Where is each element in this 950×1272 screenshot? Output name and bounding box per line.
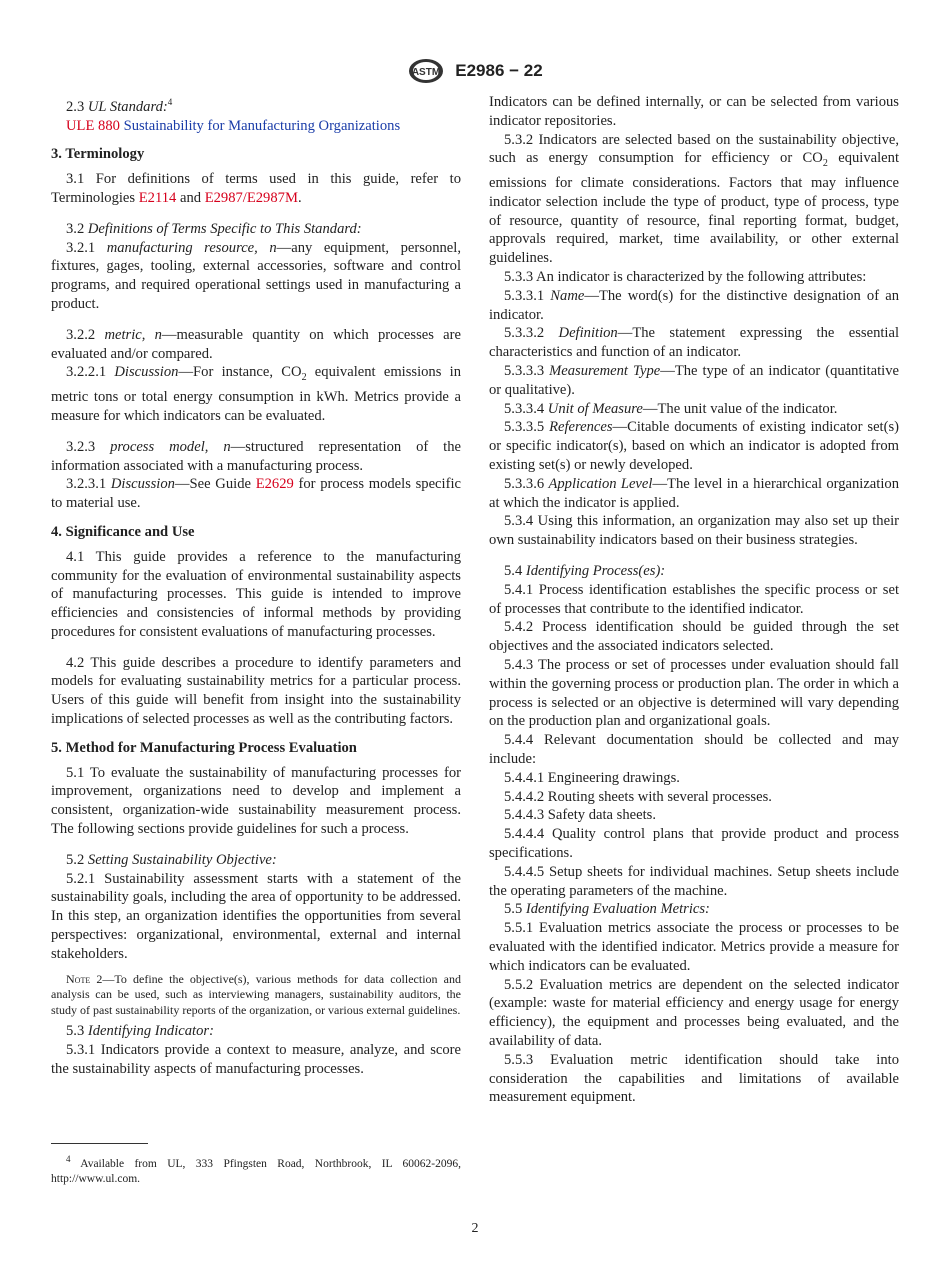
para-5-3-1: 5.3.1 Indicators provide a context to measure, analyze, and score the sustainability aspects of manufacturing processes. <box>51 1041 461 1077</box>
footnote-divider <box>51 1143 148 1144</box>
para-5-5-2: 5.5.2 Evaluation metrics are dependent on the selected indicator (example: waste for material efficiency and energy usage for energy efficiency), the equipment and processes being evaluated, and the availability of data. <box>489 976 899 1049</box>
para-5-3-1-cont: Indicators can be defined internally, or can be selected from various indicator repositories. <box>489 94 899 129</box>
para-5-2-1: 5.2.1 Sustainability assessment starts with a statement of the sustainability goals, including the area of opportunity to be addressed. In this step, an organization identifies the opportunities from several perspectives: organizational, environmental, external and internal stakeholders. <box>51 870 461 962</box>
attr-definition: 5.3.3.2 Definition—The statement expressing the essential characteristics and function of an indicator. <box>489 325 900 361</box>
page-number: 2 <box>471 1221 479 1236</box>
para-5-4-4: 5.4.4 Relevant documentation should be collected and may include: <box>489 732 899 767</box>
e2629-link[interactable]: E2629 <box>255 476 294 493</box>
astm-logo-icon <box>407 58 445 84</box>
designation: E2986 − 22 <box>455 61 543 80</box>
para-5-4-4-2: 5.4.4.2 Routing sheets with several processes. <box>504 788 772 805</box>
para-5-1: 5.1 To evaluate the sustainability of manufacturing processes for improvement, organizations need to develop and implement a consistent, organization-wide sustainability measurement process. The following sections provide guidelines for such a process. <box>51 764 461 838</box>
e2987-link[interactable]: E2987/E2987M <box>204 190 298 207</box>
ule-880-link[interactable]: ULE 880 <box>66 117 120 134</box>
attr-name: 5.3.3.1 Name—The word(s) for the distinctive designation of an indicator. <box>489 287 899 323</box>
para-3-2-2-1: 3.2.2.1 Discussion—For instance, $CO_2$ equivalent emissions in metric tons or total energy consumption in kWh. Metrics provide a measure for which indicators can be evaluated. <box>51 364 462 424</box>
para-5-4: 5.4 Identifying Process(es): <box>504 563 666 580</box>
para-3-2-3: 3.2.3 process model, n—structured representation of the information associated with a manufacturing process. <box>51 438 462 474</box>
para-5-3: 5.3 Identifying Indicator: <box>66 1023 214 1040</box>
heading-terminology: 3. Terminology <box>51 146 145 163</box>
para-5-4-2: 5.4.2 Process identification should be guided through the set objectives and the associated indicators selected. <box>489 619 899 655</box>
para-3-2-3-1: 3.2.3.1 Discussion—See Guide E2629 for process models specific to material use. <box>51 476 461 512</box>
para-5-5-3: 5.5.3 Evaluation metric identification should take into consideration the capabilities and limitations of available measurement equipment. <box>489 1051 899 1106</box>
para-3-2-1: 3.2.1 manufacturing resource, n—any equipment, personnel, fixtures, gages, tooling, external accessories, software and control programs, and required operational settings used in manufacturing a product. <box>51 239 461 313</box>
para-3-1: 3.1 For definitions of terms used in this guide, refer to Terminologies E2114 and E2987/E2987M. <box>51 171 461 207</box>
ule-880-title-link[interactable]: Sustainability for Manufacturing Organizations <box>123 117 401 134</box>
heading-significance: 4. Significance and Use <box>51 523 195 540</box>
para-4-2: 4.2 This guide describes a procedure to identify parameters and models for evaluating sustainability metrics for a particular process. Users of this guide will benefit from insight into the sustainability implications of selected processes as well as the contributing factors. <box>51 654 461 728</box>
para-5-2: 5.2 Setting Sustainability Objective: <box>66 851 277 868</box>
right-column <box>489 93 899 1107</box>
attr-references: 5.3.3.5 References—Citable documents of existing indicator set(s) or specific indicator(s), based on which an indicator is adopted from existing set(s) or newly developed. <box>489 419 900 474</box>
para-5-3-4: 5.3.4 Using this information, an organization may also set up their own sustainability indicators based on their business strategies. <box>489 513 899 549</box>
page-header <box>0 58 950 84</box>
para-5-4-4-4: 5.4.4.4 Quality control plans that provide product and process specifications. <box>489 826 899 861</box>
para-3-2: 3.2 Definitions of Terms Specific to This Standard: <box>66 220 362 237</box>
heading-method: 5. Method for Manufacturing Process Evaluation <box>51 739 357 756</box>
para-3-2-2: 3.2.2 metric, n—measurable quantity on which processes are evaluated and/or compared. <box>51 326 461 362</box>
para-5-4-3: 5.4.3 The process or set of processes under evaluation should fall within the governing process or production plan. The order in which a process is selected or an objective is determined will vary depending on the production plan and organizational goals. <box>489 657 899 730</box>
ule-880-reference <box>51 117 461 136</box>
para-5-4-4-1: 5.4.4.1 Engineering drawings. <box>504 769 680 786</box>
section-2-3: 2.3 UL Standard:$^4$ <box>66 97 173 115</box>
para-5-5-1: 5.5.1 Evaluation metrics associate the process or processes to be evaluated with the identified indicator. Metrics provide a measure for which indicators can be evaluated. <box>489 920 899 974</box>
para-5-3-2: 5.3.2 Indicators are selected based on the sustainability objective, such as energy consumption for efficiency or $CO_2$ equivalent emissions for climate considerations. Factors that may influence indicator selection include the type of product, type of process, type of resource, quantity of resource, final reporting format, budget, approvals required, market, time availability, or other external guidelines. <box>489 131 899 267</box>
para-5-4-1: 5.4.1 Process identification establishes the specific process or set of processes that contribute to the identified indicator. <box>489 581 899 617</box>
para-4-1: 4.1 This guide provides a reference to the manufacturing community for the evaluation of environmental sustainability aspects of manufacturing processes. This guide is intended to improve efficiencies and consistencies of informal methods by providing procedures for consistent evaluations of manufacturing processes. <box>51 548 461 640</box>
e2114-link[interactable]: E2114 <box>138 190 177 207</box>
footnote-4: $^4$ Available from UL, 333 Pfingsten Road, Northbrook, IL 60062-2096, http://www.ul.com. <box>51 1154 461 1185</box>
svg-text:ASTM: ASTM <box>412 67 441 78</box>
para-5-4-4-5: 5.4.4.5 Setup sheets for individual machines. Setup sheets include the operating parameters of the machine. <box>489 863 899 899</box>
attr-unit-of-measure: 5.3.3.4 Unit of Measure—The unit value of the indicator. <box>504 400 838 417</box>
para-5-3-3: 5.3.3 An indicator is characterized by the following attributes: <box>504 269 867 286</box>
attr-measurement-type: 5.3.3.3 Measurement Type—The type of an indicator (quantitative or qualitative). <box>489 363 899 398</box>
attr-application-level: 5.3.3.6 Application Level—The level in a hierarchical organization at which the indicator is applied. <box>489 475 899 511</box>
para-5-4-4-3: 5.4.4.3 Safety data sheets. <box>504 807 656 824</box>
note-2: Note 2—To define the objective(s), various methods for data collection and analysis can be used, such as interviewing managers, sustainability auditors, the study of past sustainability reports of the organization, or various external guidelines. <box>51 971 461 1017</box>
para-5-5: 5.5 Identifying Evaluation Metrics: <box>504 901 710 918</box>
left-column <box>51 93 461 1079</box>
